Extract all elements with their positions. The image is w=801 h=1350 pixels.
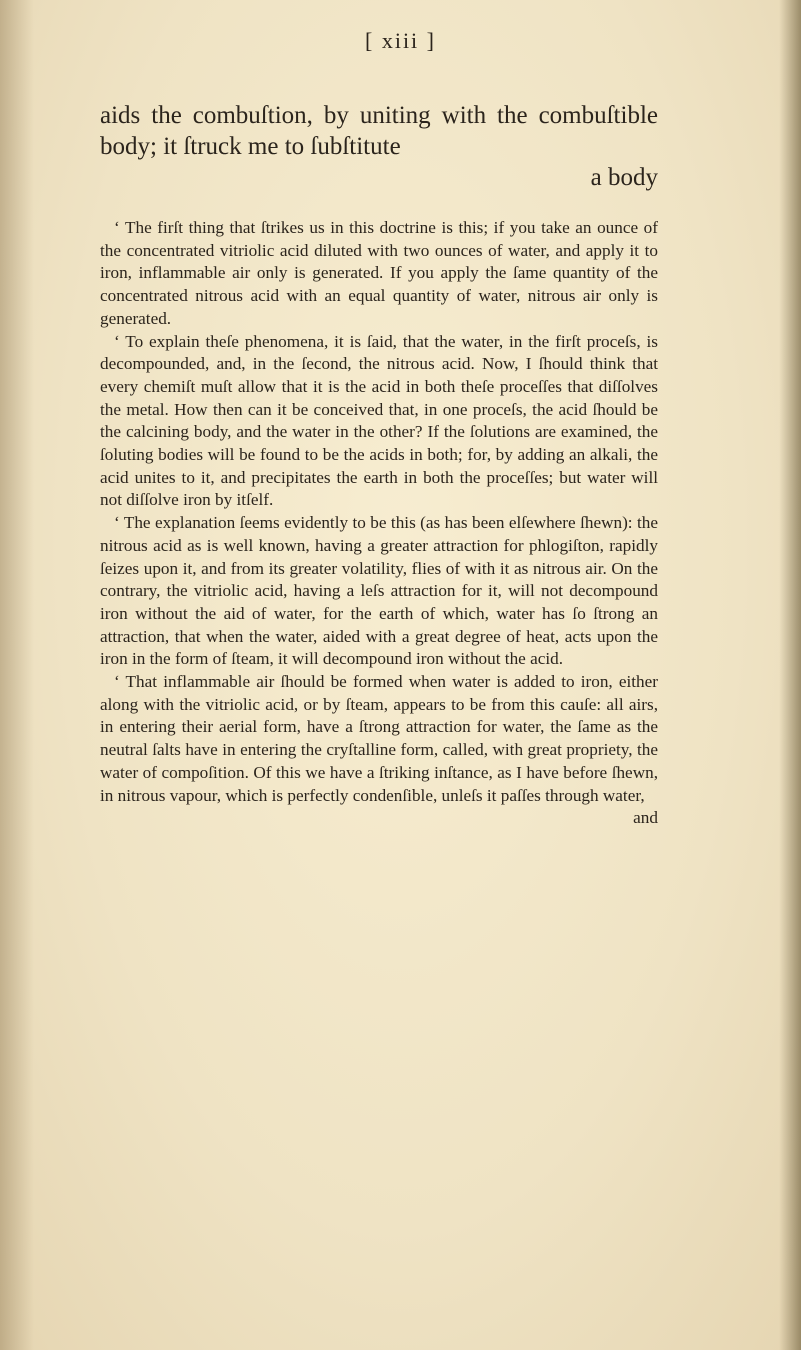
- paragraph-explanation: ‘ The explanation ſeems evidently to be this (as has been elſewhere ſhewn): the nitrous acid as is well known, having a greater attraction for phlogiſton, rapidly ſeizes upon it, and from its greater volatility, flies of with it as nitrous air. On the contrary, the vitriolic acid, having a leſs attraction for it, will not decompound iron without the aid of water, for the earth of which, water has ſo ſtrong an attraction, that when the water, aided with a great degree of heat, acts upon the iron in the form of ſteam, it will decompound iron without the acid.: [100, 513, 658, 669]
- binding-shadow: [0, 0, 34, 1350]
- end-catchword: and: [633, 808, 658, 828]
- paragraph-inflammable-air: ‘ That inflammable air ſhould be formed when water is added to iron, either along with the vitriolic acid, or by ſteam, appears to be from this cauſe: all airs, in entering their aerial form, have a ſtrong attraction for water, the ſame as the neutral ſalts have in entering the cryſtalline form, called, with great propriety, the water of compoſition. Of this we have a ſtriking inſtance, as I have before ſhewn, in nitrous vapour, which is perfectly condenſible, unleſs it paſſes through water,: [100, 672, 658, 805]
- page-number: [ xiii ]: [365, 28, 436, 53]
- page-edge-shadow: [779, 0, 801, 1350]
- intro-paragraph: aids the combuſtion, by uniting with the combuſtible body; it ſtruck me to ſubſtitute: [100, 102, 658, 160]
- intro-catchword: a body: [590, 164, 658, 191]
- paragraph-explain-phenomena: ‘ To explain theſe phenomena, it is ſaid, that the water, in the firſt proceſs, is decompounded, and, in the ſecond, the nitrous acid. Now, I ſhould think that every chemiſt muſt allow that it is the acid in both theſe proceſſes that diſſolves the metal. How then can it be conceived that, in one proceſs, the acid ſhould be the calcining body, and the water in the other? If the ſolutions are examined, the ſoluting bodies will be found to be the acids in both; for, by adding an alkali, the acid unites to it, and precipitates the earth in both the proceſſes; but water will not diſſolve iron by itſelf.: [100, 331, 658, 510]
- paragraph-first-thing: ‘ The firſt thing that ſtrikes us in this doctrine is this; if you take an ounce of the concentrated vitriolic acid diluted with two ounces of water, and apply it to iron, inflammable air only is generated. If you apply the ſame quantity of the concentrated nitrous acid with an equal quantity of water, nitrous air only is generated.: [100, 218, 658, 328]
- body-text: [100, 100, 658, 830]
